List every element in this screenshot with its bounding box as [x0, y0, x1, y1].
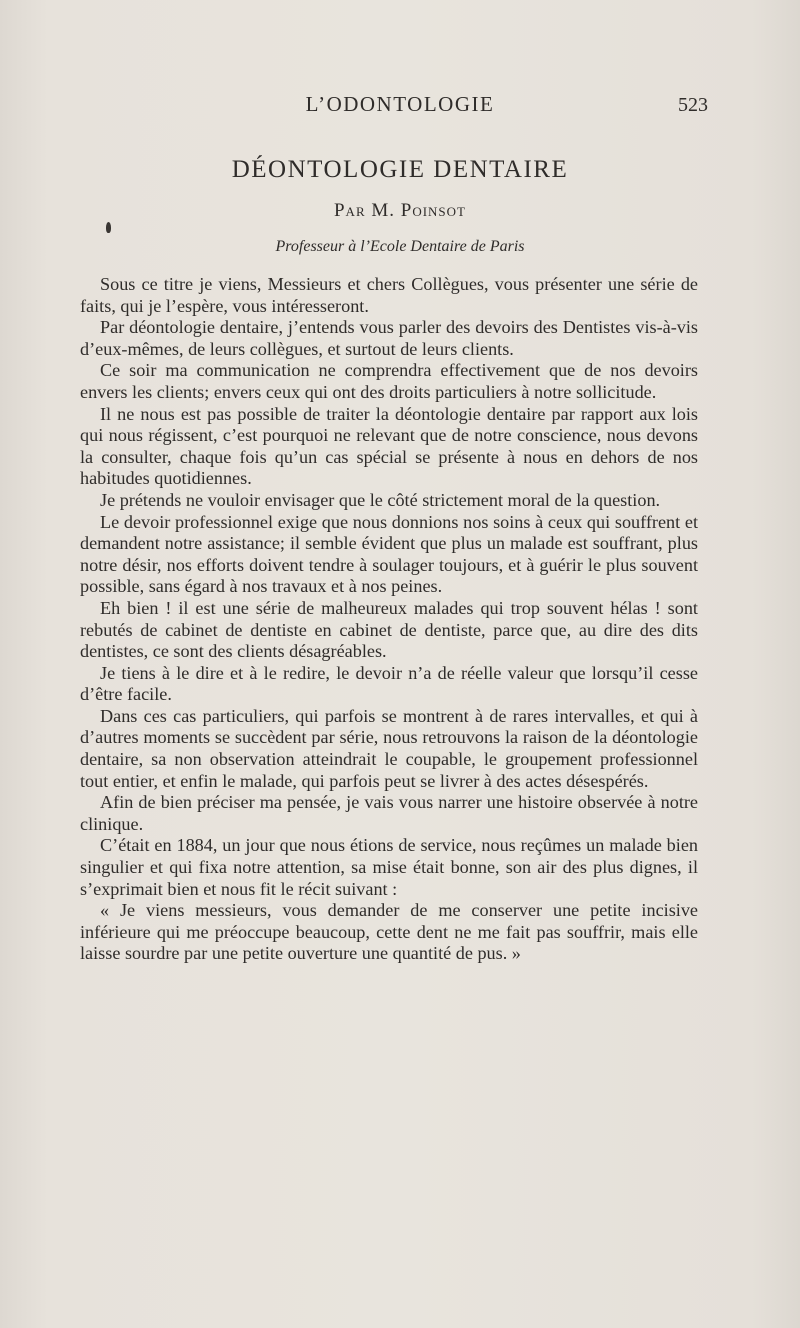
paragraph: Je prétends ne vouloir envisager que le côté strictement moral de la question. [100, 489, 661, 510]
paragraph: Il ne nous est pas possible de traiter la déontologie dentaire par rapport aux lois qui nous régissent, c’est pourquoi ne relevant que de notre conscience, nous devons la consulter, chaque fois qu’un cas spécial se présente à nous en dehors de nos habitudes quotidiennes. [80, 403, 698, 489]
article-title: DÉONTOLOGIE DENTAIRE [231, 156, 569, 183]
running-head [0, 92, 800, 120]
paragraph: Sous ce titre je viens, Messieurs et chers Collègues, vous présenter une série de faits, qui je l’espère, vous intéresseront. [80, 274, 698, 316]
article-body [80, 274, 698, 965]
paragraph: « Je viens messieurs, vous demander de me conserver une petite incisive inférieure qui me préoccupe beaucoup, cette dent ne me fait pas souffrir, mais elle laisse sourdre par une petite ouverture une quantité de pus. » [80, 900, 698, 964]
ink-speck [106, 222, 111, 233]
paragraph: Dans ces cas particuliers, qui parfois se montrent à de rares intervalles, et qui à d’autres moments se succèdent par série, nous retrouvons la raison de la déontologie dentaire, sa non observation atteindrait le coupable, le groupement professionnel tout entier, et enfin le malade, qui parfois peut se livrer à des actes désespérés. [80, 705, 698, 791]
journal-title: L’ODONTOLOGIE [305, 92, 495, 116]
page-number: 523 [678, 94, 708, 116]
paragraph: C’était en 1884, un jour que nous étions de service, nous reçûmes un malade bien singulier et qui fixa notre attention, sa mise était bonne, son air des plus dignes, il s’exprimait bien et nous fit le récit suivant : [80, 835, 698, 899]
paragraph: Ce soir ma communication ne comprendra effectivement que de nos devoirs envers les clients; envers ceux qui ont des droits particuliers à notre sollicitude. [80, 360, 698, 402]
paragraph: Par déontologie dentaire, j’entends vous parler des devoirs des Dentistes vis-à-vis d’eux-mêmes, de leurs collègues, et surtout de leurs clients. [80, 317, 698, 359]
paragraph: Eh bien ! il est une série de malheureux malades qui trop souvent hélas ! sont rebutés de cabinet de dentiste en cabinet de dentiste, parce que, au dire des dits dentistes, ce sont des clients désagréables. [80, 597, 698, 662]
paragraph: Afin de bien préciser ma pensée, je vais vous narrer une histoire observée à notre clinique. [80, 792, 698, 834]
author-line: Par M. Poinsot [333, 200, 466, 221]
author-affiliation: Professeur à l’Ecole Dentaire de Paris [275, 238, 525, 255]
paragraph: Le devoir professionnel exige que nous donnions nos soins à ceux qui souffrent et demandent notre assistance; il semble évident que plus un malade est souffrant, plus notre désir, nos efforts doivent tendre à soulager toujours, et à guérir le plus souvent possible, sans égard à nos travaux et à nos peines. [80, 511, 698, 597]
paragraph: Je tiens à le dire et à le redire, le devoir n’a de réelle valeur que lorsqu’il cesse d’être facile. [80, 662, 698, 705]
